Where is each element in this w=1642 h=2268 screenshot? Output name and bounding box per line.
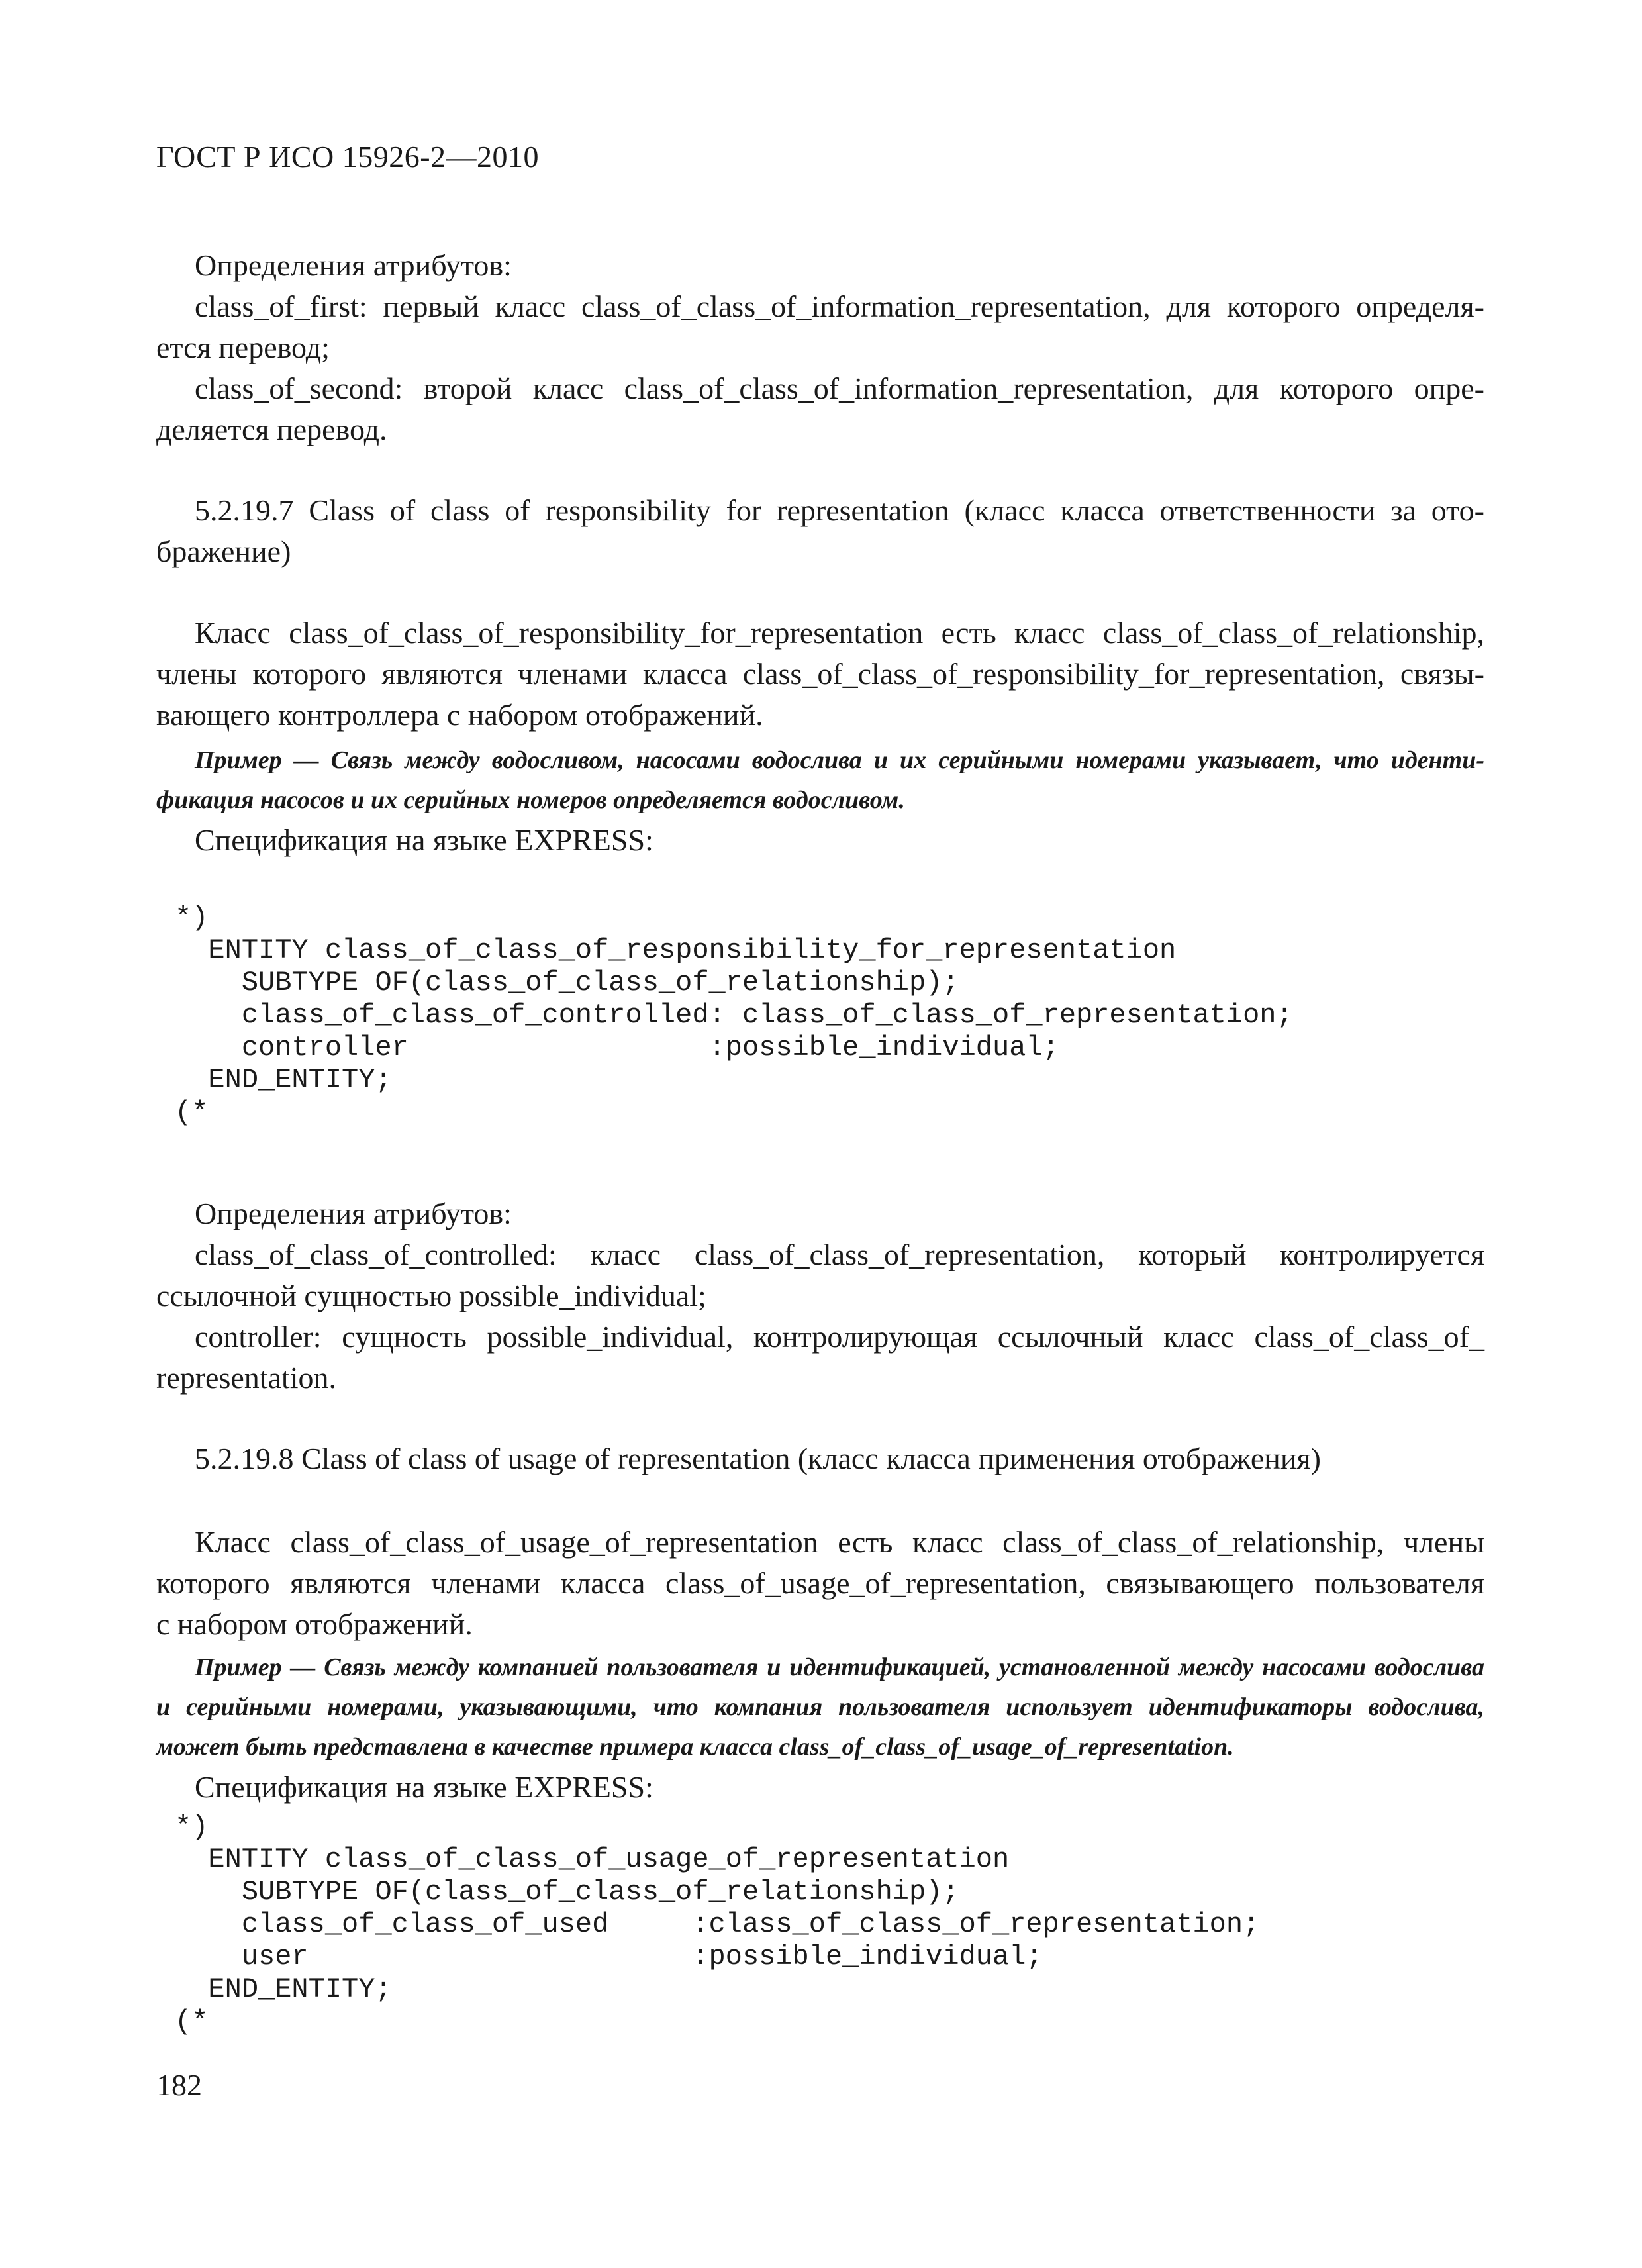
section-heading-5-2-19-7 (156, 490, 1484, 572)
section-paragraph (156, 1522, 1484, 1645)
text-line: Определения атрибутов: (195, 1197, 512, 1230)
attribute-definitions-1 (156, 245, 1484, 450)
note-line: фикация насосов и их серийных номеров определяется водосливом. (156, 786, 905, 814)
text-line: которого являются членами класса class_of_usage_of_representation, связывающего пользователя (156, 1566, 1484, 1600)
example-note (156, 1648, 1484, 1767)
note-line: Пример — Связь между компанией пользователя и идентификацией, установленной между насосами водослива (195, 1653, 1484, 1681)
text-line: Определения атрибутов: (195, 248, 512, 282)
document-header: ГОСТ Р ИСО 15926-2—2010 (156, 140, 540, 173)
note-line: может быть представлена в качестве примера класса class_of_class_of_usage_of_representation. (156, 1733, 1234, 1761)
spec-label: Спецификация на языке EXPRESS: (195, 823, 653, 857)
section-heading-5-2-19-8 (156, 1438, 1484, 1479)
text-line: члены которого являются членами класса class_of_class_of_responsibility_for_representation, связы- (156, 657, 1484, 691)
express-code-block: *) ENTITY class_of_class_of_usage_of_representation SUBTYPE OF(class_of_class_of_relationship); class_of_class_of_used :class_of_class_of_representation; user :possible_individual; END_ENTITY; (* (175, 1811, 1260, 2038)
page-number: 182 (156, 2068, 202, 2102)
text-line: деляется перевод. (156, 413, 387, 446)
text-line: representation. (156, 1361, 337, 1395)
section-paragraph (156, 613, 1484, 736)
express-spec-label (156, 820, 1484, 861)
spec-label: Спецификация на языке EXPRESS: (195, 1770, 653, 1804)
attribute-definitions-2 (156, 1193, 1484, 1399)
note-line: и серийными номерами, указывающими, что компания пользователя использует идентификаторы водослива, (156, 1693, 1484, 1721)
express-code-block: *) ENTITY class_of_class_of_responsibility_for_representation SUBTYPE OF(class_of_class_of_relationship); class_of_class_of_controlled: class_of_class_of_representation; controller :possible_individual; END_ENTITY; (* (175, 902, 1293, 1128)
text-line: с набором отображений. (156, 1607, 473, 1641)
text-line: ется перевод; (156, 330, 330, 364)
text-line: вающего контроллера с набором отображений. (156, 698, 763, 732)
text-line: Класс class_of_class_of_responsibility_for_representation есть класс class_of_class_of_relationship, (195, 616, 1484, 650)
text-line: controller: сущность possible_individual, контролирующая ссылочный класс class_of_class_of_ (195, 1320, 1484, 1354)
heading-line: 5.2.19.7 Class of class of responsibility for representation (класс класса ответственности за ото- (195, 493, 1484, 527)
text-line: ссылочной сущностью possible_individual; (156, 1279, 706, 1312)
heading-line: бражение) (156, 534, 291, 568)
text-line: class_of_second: второй класс class_of_class_of_information_representation, для которого опре- (195, 371, 1484, 405)
heading-line: 5.2.19.8 Class of class of usage of representation (класс класса применения отображения) (195, 1442, 1321, 1475)
text-line: class_of_first: первый класс class_of_class_of_information_representation, для которого определя- (195, 289, 1484, 323)
note-line: Пример — Связь между водосливом, насосами водослива и их серийными номерами указывает, что иденти- (195, 746, 1484, 774)
example-note (156, 740, 1484, 820)
express-spec-label (156, 1767, 1484, 1808)
text-line: Класс class_of_class_of_usage_of_representation есть класс class_of_class_of_relationship, члены (195, 1525, 1485, 1559)
text-line: class_of_class_of_controlled: класс class_of_class_of_representation, который контролируется (195, 1238, 1484, 1271)
